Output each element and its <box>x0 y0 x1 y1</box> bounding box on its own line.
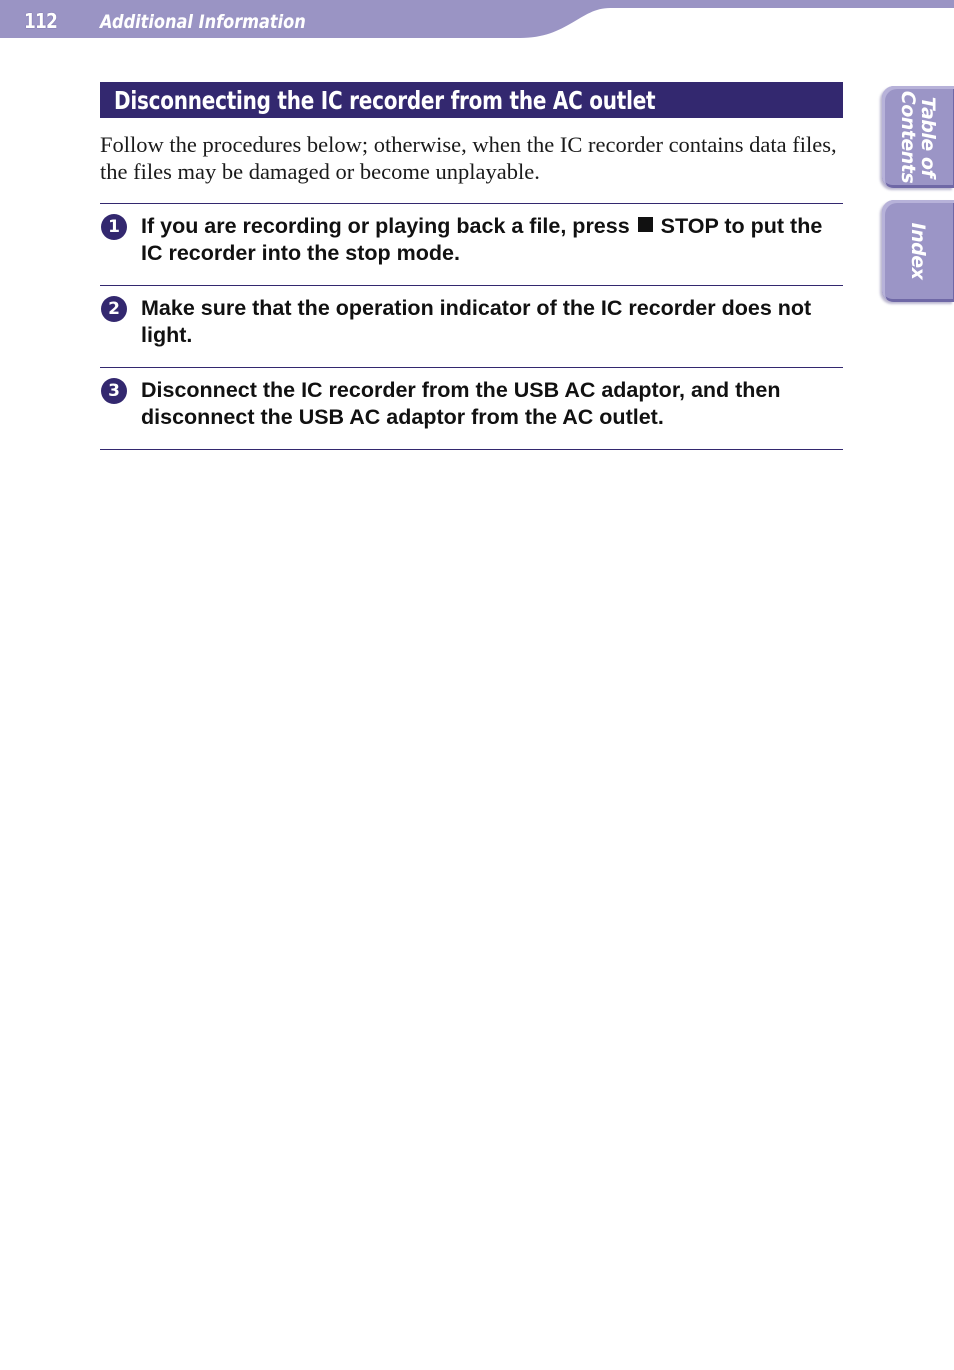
page-number: 112 <box>24 9 57 33</box>
step-number-badge: 3 <box>101 378 127 404</box>
step-text-part: If you are recording or playing back a file, press <box>141 214 630 238</box>
step-number-badge: 1 <box>101 214 127 240</box>
section-title: Disconnecting the IC recorder from the AC outlet <box>114 86 656 115</box>
step-text: Disconnect the IC recorder from the USB AC adaptor, and then disconnect the USB AC adaptor from the AC outlet. <box>141 378 781 429</box>
step-item <box>100 368 843 450</box>
intro-paragraph: Follow the procedures below; otherwise, when the IC recorder contains data files, the files may be damaged or become unplayable. <box>100 132 837 184</box>
stop-square-icon <box>638 217 653 232</box>
step-text <box>141 213 841 267</box>
index-tab-label: Index <box>907 222 929 280</box>
step-item <box>100 204 843 286</box>
table-of-contents-tab[interactable] <box>882 86 954 188</box>
step-number-badge: 2 <box>101 296 127 322</box>
step-text: Make sure that the operation indicator of the IC recorder does not light. <box>141 296 812 347</box>
page-header <box>0 0 954 40</box>
table-of-contents-tab-label: Table of Contents <box>897 90 939 184</box>
step-item <box>100 286 843 368</box>
header-section-title: Additional Information <box>100 11 306 33</box>
index-tab[interactable] <box>882 200 954 302</box>
steps-list <box>100 203 843 450</box>
step-text-part: STOP to put the IC recorder into the stop mode. <box>141 214 823 265</box>
section-title-bar <box>100 82 843 118</box>
